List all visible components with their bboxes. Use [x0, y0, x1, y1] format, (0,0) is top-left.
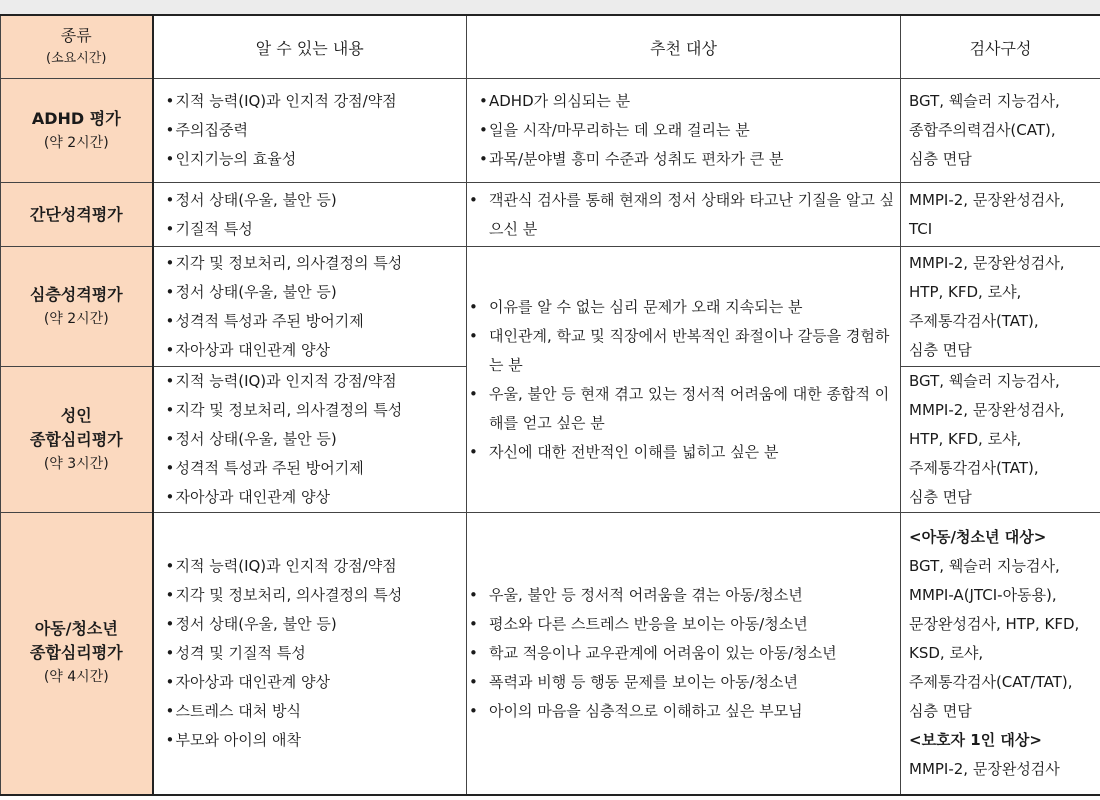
comp-line: HTP, KFD, 로샤,	[909, 282, 1022, 301]
table-row	[1, 183, 1100, 247]
list-item: •자아상과 대인관계 양상	[165, 488, 330, 506]
list-item: • 폭력과 비행 등 행동 문제를 보이는 아동/청소년	[469, 672, 798, 691]
row-type-time: (약 2시간)	[43, 134, 109, 151]
list-item: •주의집중력	[165, 121, 248, 139]
comp-line: 주제통각검사(CAT/TAT),	[909, 672, 1073, 691]
row-type-name: ADHD 평가	[31, 108, 121, 128]
comp-line: 문장완성검사, HTP, KFD,	[909, 614, 1080, 633]
list-item: •정서 상태(우울, 불안 등)	[165, 614, 337, 633]
header-row	[1, 15, 1100, 79]
comp-line: 심층 면담	[909, 340, 972, 359]
comp-line: TCI	[909, 219, 933, 238]
row-type-name-2: 종합심리평가	[29, 643, 123, 663]
list-item: • 객관식 검사를 통해 현재의 정서 상태와 타고난 기질을 알고 싶으신 분	[469, 190, 895, 238]
comp-line: BGT, 웩슬러 지능검사,	[909, 556, 1060, 575]
comp-line: 주제통각검사(TAT),	[909, 311, 1039, 330]
list-item: • 우울, 불안 등 정서적 어려움을 겪는 아동/청소년	[469, 585, 803, 604]
row-type-name-1: 성인	[60, 405, 92, 425]
row-type-cell	[1, 367, 153, 513]
list-item: •과목/분야별 흥미 수준과 성취도 편차가 큰 분	[479, 150, 784, 168]
rec-cell	[467, 183, 901, 247]
comp-heading-child: <아동/청소년 대상>	[909, 527, 1047, 546]
table-row	[1, 79, 1100, 183]
rec-cell	[467, 513, 901, 795]
row-type-name-1: 아동/청소년	[34, 619, 118, 639]
header-type	[1, 15, 153, 79]
list-item: • 아이의 마음을 심층적으로 이해하고 싶은 부모님	[469, 701, 803, 720]
list-item: •지각 및 정보처리, 의사결정의 특성	[165, 253, 403, 272]
comp-line: 심층 면담	[909, 150, 972, 168]
list-item: •지각 및 정보처리, 의사결정의 특성	[165, 401, 403, 419]
list-item: •정서 상태(우울, 불안 등)	[165, 190, 337, 209]
list-item: • 이유를 알 수 없는 심리 문제가 오래 지속되는 분	[469, 297, 803, 316]
rec-cell	[467, 79, 901, 183]
list-item: •스트레스 대처 방식	[165, 701, 301, 720]
header-type-label: 종류	[60, 26, 92, 45]
comp-cell	[901, 183, 1100, 247]
comp-line: MMPI-2, 문장완성검사,	[909, 401, 1065, 419]
list-item: •성격적 특성과 주된 방어기제	[165, 459, 364, 477]
comp-line: 심층 면담	[909, 701, 972, 720]
know-cell	[153, 183, 467, 247]
row-type-time: (약 3시간)	[43, 455, 109, 472]
comp-line: KSD, 로샤,	[909, 643, 984, 662]
list-item: • 학교 적응이나 교우관계에 어려움이 있는 아동/청소년	[469, 643, 837, 662]
list-item: •성격적 특성과 주된 방어기제	[165, 311, 364, 330]
comp-cell	[901, 79, 1100, 183]
comp-line: MMPI-2, 문장완성검사	[909, 759, 1060, 778]
list-item: • 우울, 불안 등 현재 겪고 있는 정서적 어려움에 대한 종합적 이해를 얻고 싶은 분	[469, 384, 890, 432]
row-type-name: 심층성격평가	[29, 284, 123, 304]
know-cell	[153, 513, 467, 795]
list-item: •부모와 아이의 애착	[165, 730, 301, 749]
comp-line: 종합주의력검사(CAT),	[909, 121, 1056, 139]
list-item: •정서 상태(우울, 불안 등)	[165, 282, 337, 301]
list-item: •지적 능력(IQ)과 인지적 강점/약점	[165, 372, 397, 390]
row-type-name-2: 종합심리평가	[29, 429, 123, 449]
row-type-time: (약 4시간)	[43, 669, 109, 686]
list-item: •자아상과 대인관계 양상	[165, 340, 330, 359]
comp-line: BGT, 웩슬러 지능검사,	[909, 92, 1060, 110]
comp-line: MMPI-A(JTCI-아동용),	[909, 585, 1057, 604]
comp-cell	[901, 367, 1100, 513]
row-type-cell	[1, 513, 153, 795]
list-item: •지각 및 정보처리, 의사결정의 특성	[165, 585, 403, 604]
list-item: • 대인관계, 학교 및 직장에서 반복적인 좌절이나 갈등을 경험하는 분	[469, 326, 890, 374]
know-cell	[153, 79, 467, 183]
comp-line: MMPI-2, 문장완성검사,	[909, 190, 1065, 209]
comp-heading-guardian: <보호자 1인 대상>	[909, 730, 1042, 749]
header-type-sub: (소요시간)	[46, 51, 107, 66]
list-item: •ADHD가 의심되는 분	[479, 92, 631, 110]
comp-line: BGT, 웩슬러 지능검사,	[909, 372, 1060, 390]
row-type-name: 간단성격평가	[29, 204, 123, 224]
row-type-cell	[1, 183, 153, 247]
header-comp: 검사구성	[901, 15, 1100, 79]
row-type-time: (약 2시간)	[43, 310, 109, 327]
row-type-cell	[1, 247, 153, 367]
list-item: •자아상과 대인관계 양상	[165, 672, 330, 691]
list-item: •정서 상태(우울, 불안 등)	[165, 430, 337, 448]
know-cell	[153, 247, 467, 367]
shared-rec-cell	[467, 247, 901, 513]
list-item: •인지기능의 효율성	[165, 150, 297, 168]
list-item: •성격 및 기질적 특성	[165, 643, 306, 662]
comp-cell	[901, 513, 1100, 795]
comp-line: HTP, KFD, 로샤,	[909, 430, 1022, 448]
list-item: • 자신에 대한 전반적인 이해를 넓히고 싶은 분	[469, 442, 779, 461]
table-row	[1, 247, 1100, 367]
list-item: •지적 능력(IQ)과 인지적 강점/약점	[165, 556, 397, 575]
row-type-cell	[1, 79, 153, 183]
comp-line: MMPI-2, 문장완성검사,	[909, 253, 1065, 272]
know-cell	[153, 367, 467, 513]
list-item: •기질적 특성	[165, 219, 253, 238]
test-table	[0, 14, 1100, 796]
list-item: •일을 시작/마무리하는 데 오래 걸리는 분	[479, 121, 750, 139]
header-know: 알 수 있는 내용	[153, 15, 467, 79]
comp-cell	[901, 247, 1100, 367]
header-rec: 추천 대상	[467, 15, 901, 79]
table-row	[1, 513, 1100, 795]
comp-line: 심층 면담	[909, 488, 972, 506]
top-bar	[0, 0, 1100, 14]
list-item: •지적 능력(IQ)과 인지적 강점/약점	[165, 92, 397, 110]
comp-line: 주제통각검사(TAT),	[909, 459, 1039, 477]
list-item: • 평소와 다른 스트레스 반응을 보이는 아동/청소년	[469, 614, 808, 633]
